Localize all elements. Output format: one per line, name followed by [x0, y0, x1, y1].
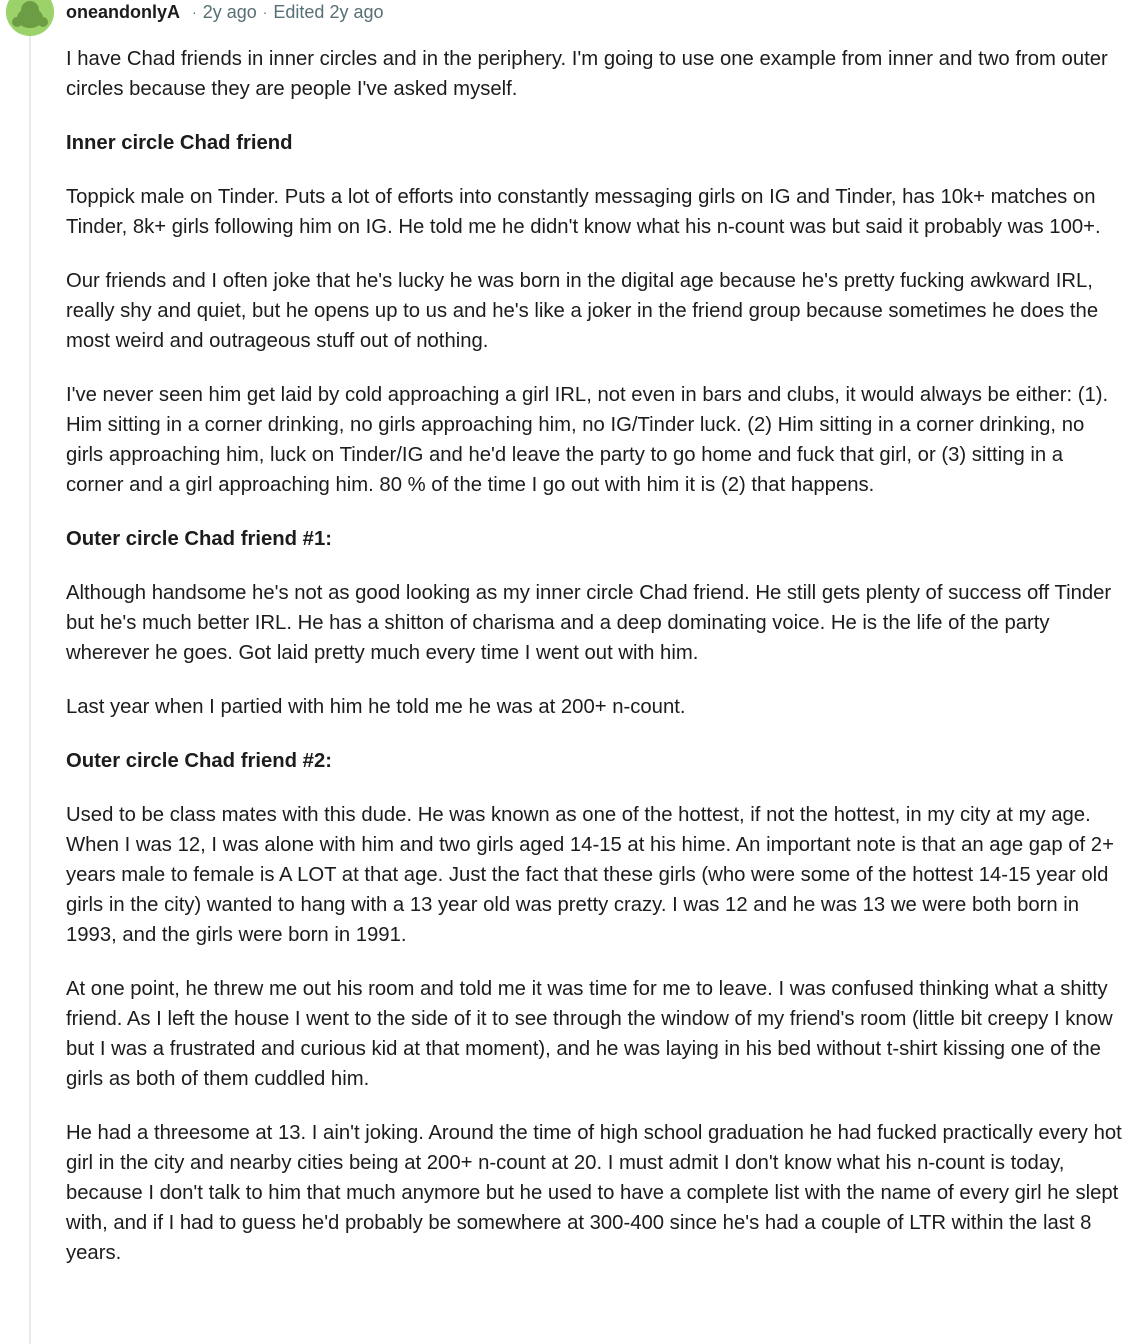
meta-separator: ·	[192, 4, 197, 20]
section-heading: Outer circle Chad friend #1:	[66, 528, 332, 550]
comment-paragraph: Our friends and I often joke that he's lucky he was born in the digital age because he's pretty fucking awkward IRL, really shy and quiet, but he opens up to us and he's like a joker in the friend group because sometimes he does the most weird and outrageous stuff out of nothing.	[66, 270, 1099, 352]
comment-paragraph: He had a threesome at 13. I ain't joking. Around the time of high school graduation he had fucked practically every hot girl in the city and nearby cities being at 200+ n-count at 20. I must admit I don't know what his n-count is today, because I don't talk to him that much anymore but he used to have a complete list with the name of every girl he slept with, and if I had to guess he'd probably be somewhere at 300-400 since he's had a couple of LTR within the last 8 years.	[66, 1122, 1122, 1264]
comment-paragraph: Although handsome he's not as good looking as my inner circle Chad friend. He still gets plenty of success off Tinder but he's much better IRL. He has a shitton of charisma and a deep dominating voice. He is the life of the party wherever he goes. Got laid pretty much every time I went out with him.	[66, 582, 1112, 664]
comment-paragraph: At one point, he threw me out his room and told me it was time for me to leave. I was confused thinking what a shitty friend. As I left the house I went to the side of it to see through the window of my friend's room (little bit creepy I know but I was a frustrated and curious kid at that moment), and he was laying in his bed without t-shirt kissing one of the girls as both of them cuddled him.	[66, 978, 1113, 1090]
comment-paragraph: Last year when I partied with him he told me he was at 200+ n-count.	[66, 696, 686, 718]
comment-timestamp[interactable]: 2y ago	[202, 1, 257, 22]
comment-paragraph: I've never seen him get laid by cold approaching a girl IRL, not even in bars and clubs, it would always be either: (1). Him sitting in a corner drinking, no girls approaching him, no IG/Tinder luck. (2) Him sitting in a corner drinking, no girls approaching him, luck on Tinder/IG and he'd leave the party to go home and fuck that girl, or (3) sitting in a corner and a girl approaching him. 80 % of the time I go out with him it is (2) that happens.	[66, 384, 1109, 496]
comment-body	[66, 44, 1126, 1292]
comment-paragraph: Used to be class mates with this dude. He was known as one of the hottest, if not the hottest, in my city at my age. When I was 12, I was alone with him and two girls aged 14-15 at his hime. An important note is that an age gap of 2+ years male to female is A LOT at that age. Just the fact that these girls (who were some of the hottest 14-15 year old girls in the city) wanted to hang with a 13 year old was pretty crazy. I was 12 and he was 13 we were both born in 1993, and the girls were born in 1991.	[66, 804, 1114, 946]
thread-line[interactable]	[29, 34, 31, 1344]
author-name[interactable]: oneandonlyA	[66, 1, 181, 22]
comment-meta	[66, 0, 384, 24]
comment-paragraph: Toppick male on Tinder. Puts a lot of efforts into constantly messaging girls on IG and Tinder, has 10k+ matches on Tinder, 8k+ girls following him on IG. He told me he didn't know what his n-count was but said it probably was 100+.	[66, 186, 1101, 238]
section-heading: Outer circle Chad friend #2:	[66, 750, 332, 772]
comment-paragraph: I have Chad friends in inner circles and in the periphery. I'm going to use one example from inner and two from outer circles because they are people I've asked myself.	[66, 48, 1108, 100]
snoo-avatar-icon[interactable]	[6, 0, 54, 36]
section-heading: Inner circle Chad friend	[66, 132, 293, 154]
meta-separator: ·	[262, 4, 268, 20]
edited-timestamp: Edited 2y ago	[273, 1, 384, 22]
